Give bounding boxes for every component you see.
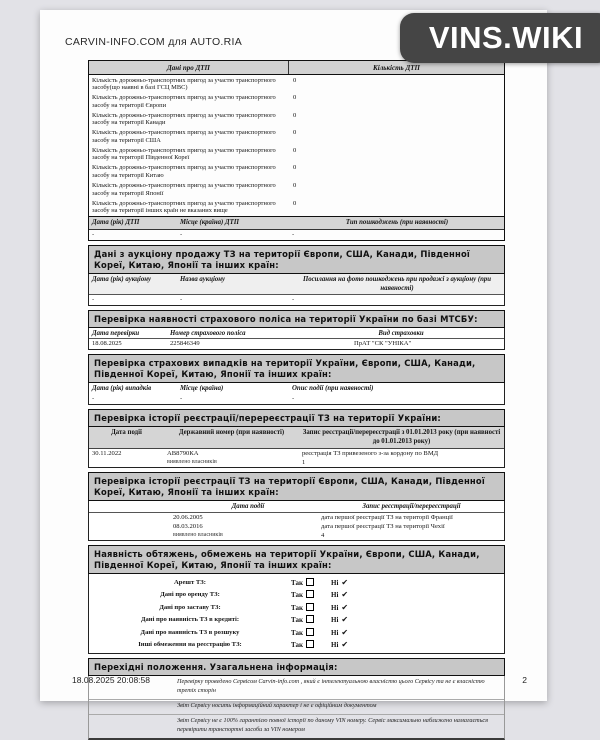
table-row: Кількість дорожньо-транспортних пригод за участю транспортного засобу на території Японії 0: [92, 182, 297, 197]
checkbox-empty-icon: [306, 628, 314, 636]
reg-ua-owners-row: виявлено власників 1: [167, 459, 306, 467]
table-row: Кількість дорожньо-транспортних пригод за участю транспортного засобу(що наявні в базі ГСЦ МВС) 0: [92, 76, 297, 92]
section-policy-title: Перевірка наявності страхового поліса на території України по базі МТСБУ:: [88, 310, 505, 328]
dtp-table-header: [89, 61, 504, 75]
auction-header: Дата (рік) аукціону Назва аукціону Посилання на фото пошкоджень при продажі з аукціону (при наявності): [89, 274, 504, 295]
section-cases-title: Перевірка страхових випадків на території України, Європи, США, Канади, Південної Кореї, Китаю, Японії та інших країн:: [88, 354, 505, 383]
cases-header: Дата (рік) випадків Місце (країна) Опис події (при наявності): [92, 384, 374, 392]
table-row: Кількість дорожньо-транспортних пригод за участю транспортного засобу на території США 0: [92, 129, 297, 144]
reg-world-header: Дата події Запис реєстрації/перереєстрації: [89, 501, 504, 513]
checkbox-empty-icon: [306, 590, 314, 598]
checkmark-icon: ✔: [341, 590, 349, 600]
section-reg-world-title: Перевірка історії реєстрації ТЗ на території Європи, США, Канади, Південної Кореї, Китаю, Японії та інших країн:: [88, 472, 505, 501]
provisions-table: [88, 676, 505, 740]
section-auction-title: Дані з аукціону продажу ТЗ на території Європи, США, Канади, Південної Кореї, Китаю, Японії та інших країн:: [88, 245, 505, 274]
policy-row: 18.08.2025 225846349 ПрАТ "СК "УНІКА": [92, 340, 412, 348]
encumbrance-row: Арешт ТЗ: Так Ні ✔: [174, 577, 349, 587]
dtp-detail-row: - - -: [92, 231, 295, 239]
section-provisions-title: Перехідні положення. Узагальнена інформація:: [88, 658, 505, 676]
auction-table: [88, 274, 505, 306]
dtp-table: [88, 60, 505, 241]
provision-note: Перевірку проведено Сервісом Carvin-info.com , який є інтелектуальною власністю цього Сервісу та не є власністю третіх сторін: [177, 677, 485, 694]
reg-world-table: [88, 501, 505, 541]
section-reg-ua-title: Перевірка історії реєстрації/перереєстрації ТЗ на території України:: [88, 409, 505, 427]
encumbrances-table: [88, 574, 505, 654]
table-row: Кількість дорожньо-транспортних пригод за участю транспортного засобу на території інших країн не вказаних вище 0: [92, 199, 297, 215]
cases-row: - - -: [92, 395, 295, 403]
document-page: [40, 10, 547, 733]
reg-world-row: 20.06.2005 дата першої реєстрації ТЗ на території Франції: [173, 514, 453, 522]
encumbrance-row: Інші обмеження на реєстрацію ТЗ: Так Ні ✔: [138, 640, 349, 650]
encumbrance-row: Дані про оренду ТЗ: Так Ні ✔: [160, 590, 349, 600]
document-title: CARVIN-INFO.COM для AUTO.RIA: [65, 36, 243, 48]
reg-ua-table: [88, 427, 505, 468]
table-row: Кількість дорожньо-транспортних пригод за участю транспортного засобу на території Канади 0: [92, 111, 297, 127]
dtp-title: Дані про ДТП: [89, 61, 289, 74]
footer-timestamp: 18.08.2025 20:08:58: [72, 675, 150, 685]
encumbrance-row: Дані про наявність ТЗ в розшуку Так Ні ✔: [140, 627, 349, 637]
section-encumbrances-title: Наявність обтяжень, обмежень на території України, Європи, США, Канади, Південної Кореї, Китаю, Японії та інших країн:: [88, 545, 505, 574]
page-footer: [72, 675, 527, 685]
reg-world-owners-row: виявлено власників 4: [173, 532, 325, 540]
table-row: Кількість дорожньо-транспортних пригод за участю транспортного засобу на території Європи 0: [92, 94, 297, 109]
dtp-count-title: Кількість ДТП: [373, 63, 420, 72]
footer-page-number: 2: [522, 675, 527, 685]
dtp-detail-header: Дата (рік) ДТП Місце (країна) ДТП Тип пошкоджень (при наявності): [89, 216, 504, 231]
provision-note: Звіт Сервісу не є 100% гарантією повної історії по даному VIN номеру. Сервіс максимально наближено намагається перевірити транспортні засоби за VIN номером: [89, 714, 504, 738]
checkmark-icon: ✔: [341, 615, 349, 625]
cases-table: [88, 383, 505, 405]
table-row: Кількість дорожньо-транспортних пригод за участю транспортного засобу на території Китаю 0: [92, 164, 297, 180]
auction-row: - - -: [92, 296, 295, 304]
policy-header: Дата перевірки Номер страхового поліса Вид страховки: [89, 328, 504, 339]
checkbox-empty-icon: [306, 640, 314, 648]
checkbox-empty-icon: [306, 615, 314, 623]
checkbox-empty-icon: [306, 578, 314, 586]
checkmark-icon: ✔: [341, 627, 349, 637]
reg-world-row: 08.03.2016 дата першої реєстрації ТЗ на території Чехії: [173, 523, 445, 531]
checkbox-empty-icon: [306, 603, 314, 611]
vins-wiki-watermark: VINS.WIKI: [400, 13, 600, 63]
encumbrance-row: Дані про наявність ТЗ в кредиті: Так Ні ✔: [140, 615, 349, 625]
reg-ua-header: Дата події Державний номер (при наявності) Запис реєстрації/перереєстрації з 01.01.2013 року (при наявності до 01.01.2013 року): [89, 427, 504, 449]
reg-ua-row: 30.11.2022 АВ8790КА реєстрація ТЗ привезеного з-за кордону по ВМД: [92, 450, 439, 458]
encumbrance-row: Дані про заставу ТЗ: Так Ні ✔: [159, 602, 349, 612]
checkmark-icon: ✔: [341, 602, 349, 612]
checkmark-icon: ✔: [341, 640, 349, 650]
table-row: Кількість дорожньо-транспортних пригод за участю транспортного засобу на території Південної Кореї 0: [92, 146, 297, 162]
policy-table: [88, 328, 505, 350]
checkmark-icon: ✔: [341, 577, 349, 587]
report-content: [88, 60, 505, 740]
provision-note: Звіт Сервісу носить інформаційний характер і не є офіційним документом: [89, 699, 504, 714]
